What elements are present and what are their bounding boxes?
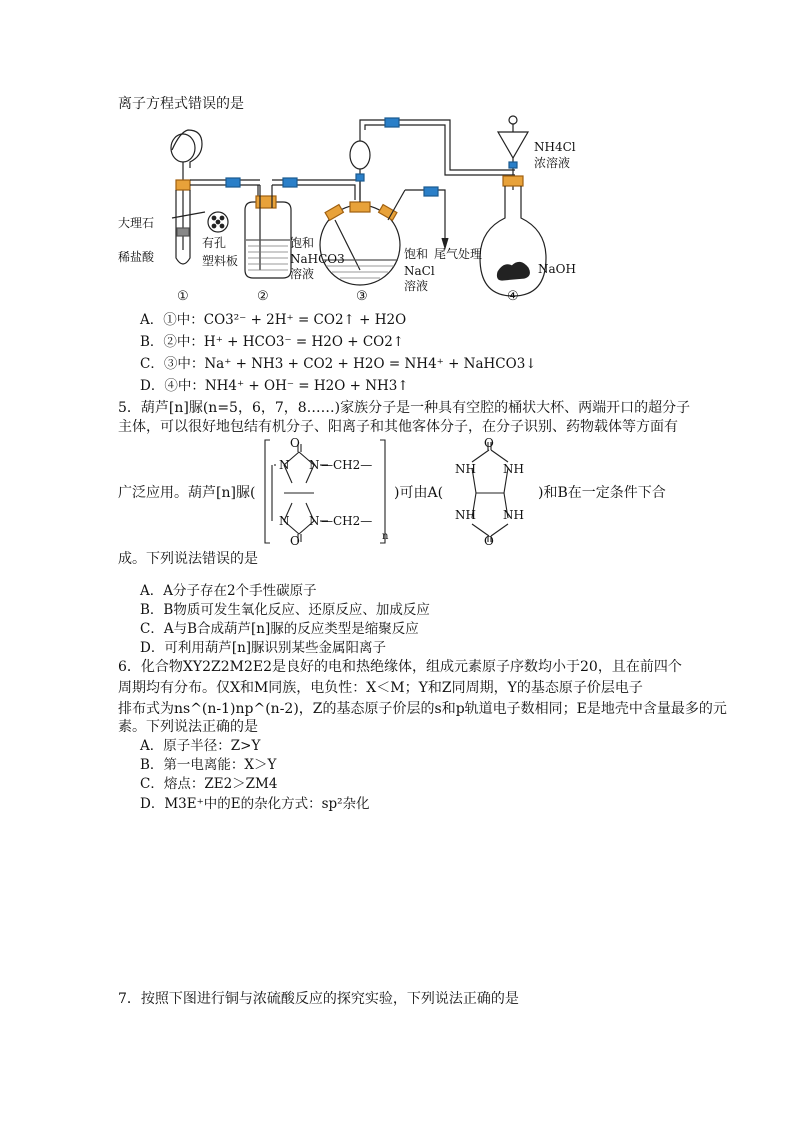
label-num-2: ② xyxy=(257,289,269,304)
label-perforated-2: 塑料板 xyxy=(202,254,239,268)
q5-line-2: 主体，可以很好地包结有机分子、阳离子和其他客体分子，在分子识别、药物载体等方面有 xyxy=(118,419,678,435)
label-num-3: ③ xyxy=(356,289,368,304)
struct-n-4: N xyxy=(309,514,320,528)
label-dilute-hcl: 稀盐酸 xyxy=(118,250,155,264)
glyco-o-top: O xyxy=(484,436,494,450)
stopper-1 xyxy=(176,180,190,190)
q5-line-3c: )和B在一定条件下合 xyxy=(538,485,666,501)
label-sat-nahco3-1: 饱和 xyxy=(290,236,315,250)
struct-n-2: N xyxy=(309,458,320,472)
q6-line-3: 排布式为ns^(n-1)np^(n-2)，Z的基态原子价层的s和p轨道电子数相同；E是地壳中含量最多的元 xyxy=(118,701,727,717)
glycoluril-structure xyxy=(446,438,536,548)
struct-n-1: N xyxy=(279,458,290,472)
q4-stem: 离子方程式错误的是 xyxy=(118,96,244,112)
q6-option-c: C．熔点：ZE2＞ZM4 xyxy=(140,776,278,792)
label-marble: 大理石 xyxy=(118,216,155,230)
label-perforated-1: 有孔 xyxy=(202,236,227,250)
q5-line-1: 5．葫芦[n]脲(n=5，6，7，8……)家族分子是一种具有空腔的桶状大杯、两端开口的超分子 xyxy=(118,400,691,416)
struct-o-top: O xyxy=(290,436,300,450)
glyco-nh-4: NH xyxy=(503,508,524,522)
q6-line-2: 周期均有分布。仅X和M同族，电负性：X＜M；Y和Z同周期，Y的基态原子价层电子 xyxy=(118,680,643,696)
q5-option-a: A．A分子存在2个手性碳原子 xyxy=(140,583,317,599)
q5-option-c: C．A与B合成葫芦[n]脲的反应类型是缩聚反应 xyxy=(140,621,419,637)
struct-n-3: N xyxy=(279,514,290,528)
label-num-1: ① xyxy=(177,289,189,304)
q6-option-a: A．原子半径：Z>Y xyxy=(140,738,261,754)
q6-line-1: 6．化合物XY2Z2M2E2是良好的电和热绝缘体，组成元素原子序数均小于20，且在前四个 xyxy=(118,659,682,675)
label-nh4cl-1: NH4Cl xyxy=(534,140,576,154)
bulb-1 xyxy=(171,134,195,162)
q4-option-d: D．④中：NH4⁺ + OH⁻ = H2O + NH3↑ xyxy=(140,378,409,394)
clamp-1 xyxy=(226,178,240,187)
label-naoh: NaOH xyxy=(538,262,576,276)
label-sat-nacl-2: NaCl xyxy=(404,264,435,278)
q6-option-d: D．M3E⁺中的E的杂化方式：sp²杂化 xyxy=(140,796,370,812)
q6-line-4: 素。下列说法正确的是 xyxy=(118,719,258,735)
cucurbituril-structure xyxy=(262,438,392,548)
q4-option-a: A．①中：CO3²⁻ + 2H⁺ = CO2↑ + H2O xyxy=(140,312,407,328)
label-tail-gas: 尾气处理 xyxy=(434,247,483,261)
q5-line-4: 成。下列说法错误的是 xyxy=(118,551,258,567)
struct-o-bottom: O xyxy=(290,534,300,548)
struct-sub-n: n xyxy=(382,531,389,542)
q7-line-1: 7．按照下图进行铜与浓硫酸反应的探究实验，下列说法正确的是 xyxy=(118,991,519,1007)
dropping-funnel-4 xyxy=(498,132,528,158)
label-sat-nahco3-3: 溶液 xyxy=(290,267,315,281)
struct-ch2-1: —CH2— xyxy=(321,458,373,472)
separatory-funnel-3 xyxy=(350,141,370,169)
apparatus-diagram xyxy=(0,110,794,420)
glyco-nh-2: NH xyxy=(503,462,524,476)
label-sat-nacl-3: 溶液 xyxy=(404,279,429,293)
label-sat-nahco3-2: NaHCO3 xyxy=(290,252,345,266)
label-nh4cl-2: 浓溶液 xyxy=(534,156,571,170)
q4-option-b: B．②中：H⁺ + HCO3⁻ = H2O + CO2↑ xyxy=(140,334,405,350)
q5-option-d: D．可利用葫芦[n]脲识别某些金属阳离子 xyxy=(140,640,387,656)
glyco-o-bottom: O xyxy=(484,534,494,548)
struct-ch2-2: —CH2— xyxy=(321,514,373,528)
q5-line-3b: )可由A( xyxy=(394,485,444,501)
glyco-nh-1: NH xyxy=(455,462,476,476)
q6-option-b: B．第一电离能：X＞Y xyxy=(140,757,277,773)
label-sat-nacl-1: 饱和 xyxy=(404,247,429,261)
q4-option-c: C．③中：Na⁺ + NH3 + CO2 + H2O = NH4⁺ + NaHCO3↓ xyxy=(140,356,537,372)
q5-line-3a: 广泛应用。葫芦[n]脲( xyxy=(118,485,256,501)
q5-option-b: B．B物质可发生氧化反应、还原反应、加成反应 xyxy=(140,602,430,618)
label-num-4: ④ xyxy=(507,289,519,304)
glyco-nh-3: NH xyxy=(455,508,476,522)
